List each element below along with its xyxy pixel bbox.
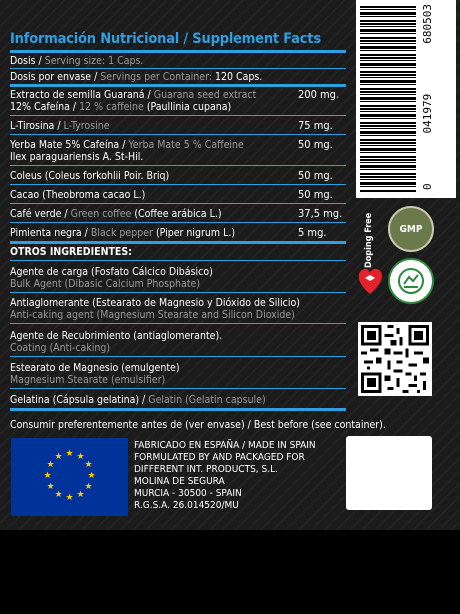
serving-size-row: Dosis / Serving size: 1 Caps. [10,55,144,67]
other-ingredients-heading: OTROS INGREDIENTES: [10,246,132,258]
ingredient-amount: 5 mg. [298,226,327,239]
lot-expiry-box [346,436,432,510]
ingredient-row: Extracto de semilla Guaraná / Guarana seed extract [10,89,257,101]
svg-text:★: ★ [76,490,85,500]
ingredient-row: Pimienta negra / Black pepper (Piper nigrum L.) [10,227,236,239]
barcode-bars [360,6,416,192]
other-ingredient-es: Agente de carga (Fosfato Cálcico Dibásico) [10,266,213,278]
quality-seal-badge [388,258,434,304]
quality-seal-icon [396,266,426,296]
barcode-digit: 0 [420,183,434,190]
svg-text:★: ★ [43,471,52,481]
rule [10,165,346,166]
other-ingredient-en: Coating (Anti-caking) [10,342,111,354]
gmp-badge [388,206,434,252]
eu-flag [11,438,128,516]
ingredient-amount: 75 mg. [298,119,333,132]
footer-black-area [0,530,460,614]
other-ingredient-en: Anti-caking agent (Magnesium Stearate and Silicon Dioxide) [10,309,295,321]
rule [10,115,346,116]
barcode [356,0,456,198]
doping-free-text: Doping Free [364,212,374,268]
best-before-text: Consumir preferentemente antes de (ver envase) / Best before (see container). [10,419,386,431]
manufacturer-line: FORMULATED BY AND PACKAGED FOR [134,452,305,463]
other-ingredient-es: Agente de Recubrimiento (antiaglomerante). [10,330,223,342]
svg-text:★: ★ [54,452,63,462]
qr-code[interactable] [358,322,432,396]
svg-text:★: ★ [65,493,74,503]
ingredient-amount: 50 mg. [298,188,333,201]
rule [10,134,346,135]
manufacturer-line: FABRICADO EN ESPAÑA / MADE IN SPAIN [134,440,316,451]
rule-thick [10,84,346,87]
ingredient-row: L-Tirosina / L-Tyrosine [10,120,110,132]
ingredient-row: 12% Cafeína / 12 % caffeine (Paullinia cupana) [10,101,232,113]
manufacturer-line: MOLINA DE SEGURA [134,476,225,487]
eu-flag-stars-icon [11,438,128,516]
svg-text:★: ★ [87,471,96,481]
ingredient-row: Yerba Mate 5% Cafeína / Yerba Mate 5 % Caffeine [10,139,244,151]
svg-text:★: ★ [84,482,93,492]
ingredient-row: Café verde / Green coffee (Coffee arábica L.) [10,208,222,220]
ingredient-amount: 50 mg. [298,169,333,182]
gmp-text: GMP [399,223,423,235]
rule [10,203,346,204]
svg-text:★: ★ [46,460,55,470]
gelatin-row: Gelatina (Cápsula gelatina) / Gelatin (Gelatin capsule) [10,394,266,406]
svg-text:★: ★ [65,449,74,459]
svg-text:★: ★ [76,452,85,462]
other-ingredient-en: Bulk Agent (Dibasic Calcium Phosphate) [10,278,201,290]
title-rule [10,50,346,53]
manufacturer-line: R.G.S.A. 26.014520/MU [134,500,239,511]
rule [10,292,346,293]
rule [10,356,346,357]
rule [10,184,346,185]
ingredient-amount: 200 mg. [298,88,340,101]
ingredient-amount: 50 mg. [298,138,333,151]
qr-code-icon [358,322,432,396]
svg-text:★: ★ [54,490,63,500]
label-title: Información Nutricional / Supplement Facts [10,31,321,47]
other-ingredient-es: Estearato de Magnesio (emulgente) [10,362,180,374]
barcode-digit: 041979 [420,93,434,134]
ingredient-row: Coleus (Coleus forkohlii Poir. Briq) [10,170,170,182]
doping-free-badge [356,208,386,300]
rule [10,388,346,389]
rule [10,260,346,261]
rule [10,222,346,223]
rule [10,68,346,69]
svg-text:★: ★ [46,482,55,492]
other-ingredient-en: Magnesium Stearate (emulsifier) [10,374,166,386]
other-ingredient-es: Antiaglomerante (Estearato de Magnesio y Dióxido de Silicio) [10,297,300,309]
svg-text:★: ★ [84,460,93,470]
ingredient-row: Cacao (Theobroma cacao L.) [10,189,146,201]
ingredient-amount: 37,5 mg. [298,207,343,220]
barcode-digits [418,4,436,190]
rule-thick [10,241,346,244]
manufacturer-line: DIFFERENT INT. PRODUCTS, S.L. [134,464,278,475]
servings-per-container-row: Dosis por envase / Servings per Container: 120 Caps. [10,71,263,83]
manufacturer-line: MURCIA - 30500 - SPAIN [134,488,242,499]
rule-thick [10,408,346,411]
rule [10,323,346,324]
ingredient-row: Ilex paraguariensis A. St-Hil. [10,151,144,163]
barcode-digit: 680503 [420,4,434,44]
